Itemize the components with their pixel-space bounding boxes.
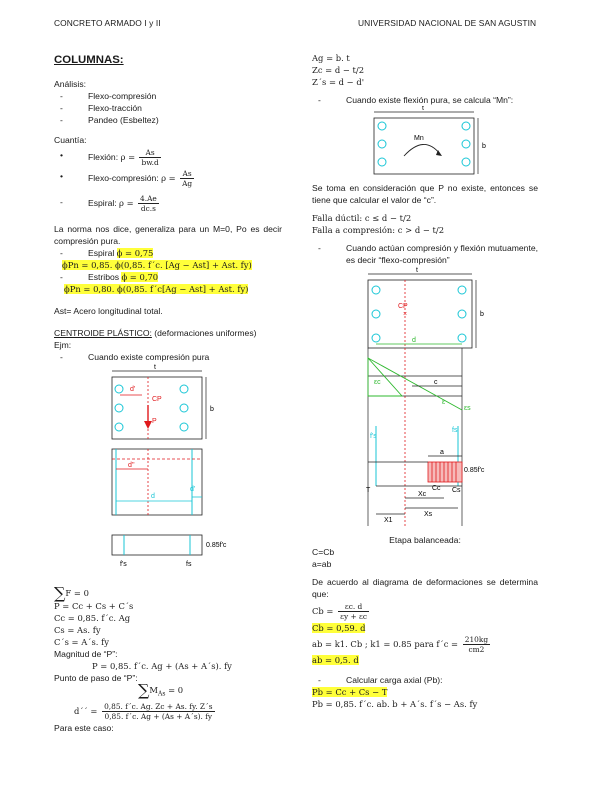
ab-value: ab = 0,5. d: [312, 655, 359, 665]
dim-t-label: t: [422, 106, 424, 112]
falla-compresion: Falla a compresión: c > d − t/2: [312, 225, 445, 235]
cuantia-espiral: - Espiral: ρ = $\frac{4.Ae}{dc.s}$: [54, 194, 282, 213]
dprime2-label: d': [190, 486, 196, 493]
dim-t-label: t: [416, 267, 418, 274]
flexion-pura-diagram: [312, 106, 538, 178]
compresion-pura-item: - Cuando existe compresión pura: [54, 351, 282, 363]
compresion-pura-diagram: [54, 363, 282, 587]
cuantia-flexion: • Flexión: ρ = $\frac{As}{bw.d}$: [54, 148, 282, 167]
x1-label: X1: [384, 517, 393, 524]
dprime-label: d': [130, 386, 136, 393]
rebar-circle: [115, 423, 123, 431]
magnitud-label: Magnitud de “P”:: [54, 648, 118, 659]
punto-label: Punto de paso de “P”:: [54, 672, 138, 683]
calc-item: - Calcular carga axial (Pb):: [312, 674, 538, 686]
analisis-label: Análisis:: [54, 79, 86, 89]
c-eq: C=Cb: [312, 547, 335, 557]
a-eq: a=ab: [312, 559, 332, 569]
etapa-label: Etapa balanceada:: [389, 535, 461, 545]
d-label: d: [151, 493, 155, 500]
cp-label: CP: [398, 303, 408, 310]
ast-text: Ast= Acero longitudinal total.: [54, 306, 163, 316]
zs-eq: Z´s = d − d': [312, 77, 365, 87]
estribos-formula: ϕPn = 0,80. ϕ(0,85. f´c[Ag − Ast] + Ast. fy): [64, 284, 249, 294]
eps-c-label: ε: [442, 399, 446, 406]
ab-eq: ab = k1. Cb ; k1 = 0.85 para f´c = $\frac{210kg}{cm2}$: [312, 635, 489, 654]
flexo-compresion-diagram: [312, 266, 538, 534]
dquote-label: d'': [128, 462, 135, 469]
cuantia-label: Cuantía:: [54, 135, 87, 145]
cuantia-flexocompresion: • Flexo-compresión: ρ = $\frac{As}{Ag}$: [54, 169, 282, 188]
dim-t-label: t: [154, 364, 156, 371]
sum-f-eq: ∑F = 0: [54, 583, 89, 603]
dim-b-label: b: [210, 406, 214, 413]
ag-eq: Ag = b. t: [312, 53, 350, 63]
dim-b-label: b: [480, 311, 484, 318]
c-label: c: [434, 379, 438, 386]
norma-text: La norma nos dice, generaliza para un M=0, Po es decir compresión pura.: [54, 224, 282, 246]
left-column: [54, 48, 282, 734]
cs-label: Cs: [452, 487, 461, 494]
right-column: [312, 52, 538, 710]
xs-label: Xs: [424, 511, 433, 518]
rebar-circle: [115, 385, 123, 393]
analisis-item: - Flexo-compresión: [54, 90, 282, 102]
dpp-eq: d´´ = $\frac{0,85. f´c. Ag. Zc + As. fy. Z´s}{0,85. f´c. Ag + (As + A´s). fy}$: [74, 702, 213, 722]
cps-eq: C´s = A´s. fy: [54, 636, 109, 647]
ejm-label: Ejm:: [54, 340, 72, 350]
pb-eq: Pb = Cc + Cs − T: [312, 687, 388, 697]
estribos-item: - Estribos ϕ = 0,70: [54, 271, 282, 283]
fc-label: 0.85f'c: [206, 542, 227, 549]
d-label: d: [412, 337, 416, 344]
rebar-circle: [180, 404, 188, 412]
acuerdo-text: De acuerdo al diagrama de deformaciones se determina que:: [312, 577, 538, 599]
espiral-formula: ϕPn = 0,85. ϕ(0,85. f´c. [Ag − Ast] + Ast. fy): [62, 260, 252, 270]
flexocomp-fraction: $\frac{As}{Ag}$: [182, 169, 193, 188]
espiral-fraction: $\frac{4.Ae}{dc.s}$: [140, 194, 157, 213]
xc-label: Xc: [418, 491, 427, 498]
p-eq: P = Cc + Cs + C´s: [54, 600, 134, 611]
flexion-pura-item: - Cuando existe flexión pura, se calcula “Mn”:: [312, 94, 538, 106]
cs-eq: Cs = As. fy: [54, 624, 101, 635]
mn-label: Mn: [414, 135, 424, 142]
header-left: CONCRETO ARMADO I y II: [54, 18, 161, 28]
analisis-item: - Flexo-tracción: [54, 102, 282, 114]
falla-ductil: Falla dúctil: c ≤ d − t/2: [312, 213, 412, 223]
page-title: COLUMNAS:: [54, 54, 124, 66]
pb-full-eq: Pb = 0,85. f´c. ab. b + A´s. f´s − As. fy: [312, 699, 478, 709]
a-label: a: [440, 449, 444, 456]
para-este-label: Para este caso:: [54, 723, 114, 734]
cp-marker: ×: [403, 311, 408, 318]
centroide-heading: CENTROIDE PLÁSTICO: (deformaciones uniformes): [54, 328, 257, 338]
ec-label: εc: [374, 379, 381, 386]
fs-left-label: f's: [370, 433, 377, 440]
t-force-label: T: [366, 487, 371, 494]
analisis-item: - Pandeo (Esbeltez): [54, 114, 282, 126]
p-magnitud-eq: P = 0,85. f´c. Ag + (As + A´s). fy: [92, 660, 232, 671]
p-label: P: [152, 418, 157, 425]
consider-text: Se toma en consideración que P no existe, entonces se tiene que calcular el valor de “c”.: [312, 183, 538, 205]
header-right: UNIVERSIDAD NACIONAL DE SAN AGUSTIN: [358, 18, 537, 28]
espiral-item: - Espiral ϕ = 0,75: [54, 247, 282, 259]
rebar-circle: [115, 404, 123, 412]
fs-left-label: f's: [120, 561, 127, 568]
dim-b-label: b: [482, 143, 486, 150]
rebar-circle: [180, 385, 188, 393]
cc-eq: Cc = 0,85. f´c. Ag: [54, 612, 131, 623]
fs-right-label: fs: [452, 427, 458, 434]
fc-label: 0.85f'c: [464, 467, 485, 474]
cb-value: Cb = 0,59. d: [312, 623, 366, 633]
flexion-fraction: $\frac{As}{bw.d}$: [141, 148, 159, 167]
cc-label: Cc: [432, 485, 441, 492]
rebar-circle: [180, 423, 188, 431]
flexo-compresion-item: - Cuando actúan compresión y flexión mutuamente, es decir “flexo-compresión”: [312, 242, 538, 266]
sum-m-eq: $\sum M_{As} = 0$: [138, 680, 184, 699]
cp-label: CP: [152, 396, 162, 403]
cb-eq: Cb = $\frac{\varepsilon c. d}{\varepsilon y + \varepsilon c}$: [312, 602, 367, 621]
es-label: εs: [464, 405, 471, 412]
fs-right-label: fs: [186, 561, 192, 568]
zc-eq: Zc = d − t/2: [312, 65, 365, 75]
